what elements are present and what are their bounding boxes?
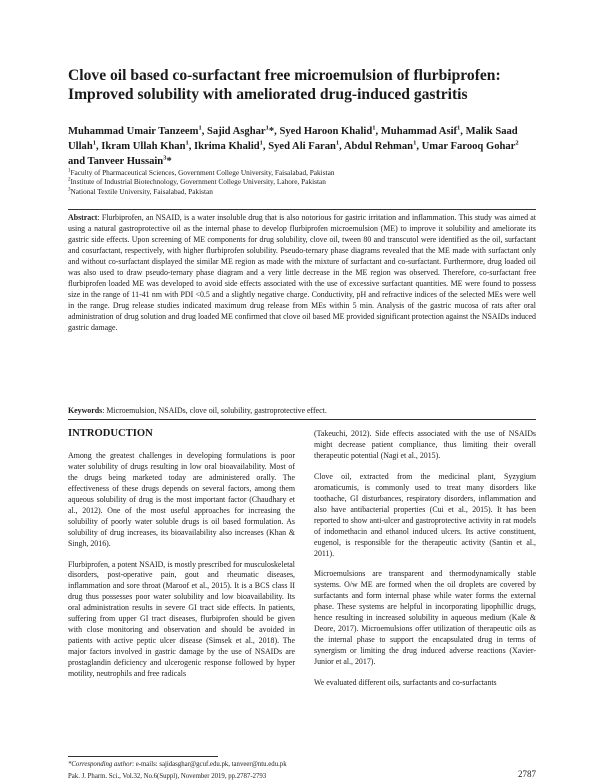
paragraph: Microemulsions are transparent and thermodynamically stable systems. O/w ME are formed when the oil droplets are covered by surfactants and form internal phase while water forms the external phase. These systems are helpful in incorporating lipophillic drugs, hence resulting in increased solubility in aqueous medium (Kale & Deore, 2017). Microemulsions offer utilization of therapeutic oils as the internal phase to support the encapsulated drug in terms of synergism or limiting the drug induced adverse reactions (Xavier-Junior et al., 2017). [314, 569, 536, 667]
affiliation: $^2$Institute of Industrial Biotechnology, Government College University, Lahore, Pakistan [68, 177, 326, 187]
author: Syed Haroon Khalid [279, 126, 373, 137]
author: Umar Farooq Gohar [421, 141, 516, 152]
affiliation-list [68, 168, 538, 196]
author: Abdul Rehman [343, 141, 414, 152]
author: Muhammad Umair Tanzeem [68, 126, 199, 137]
journal-citation: Pak. J. Pharm. Sci., Vol.32, No.6(Suppl), November 2019, pp.2787-2793 [68, 773, 267, 780]
author: Sajid Asghar [207, 126, 266, 137]
author: Ikrima Khalid [194, 141, 260, 152]
footnote-divider [68, 756, 218, 757]
author-list: Muhammad Umair Tanzeem$^1$, Sajid Asghar$^1$*, Syed Haroon Khalid$^1$, Muhammad Asif$^1$, Malik Saad Ullah$^1$, Ikram Ullah Khan$^1$, Ikrima Khalid$^1$, Syed Ali Faran$^1$, Abdul Rehman$^1$, Umar Farooq Gohar$^2$ and Tanveer Hussain$^3$* [68, 124, 519, 167]
divider [68, 209, 536, 210]
divider [68, 419, 536, 420]
affiliation: $^3$National Textile University, Faisalabad, Pakistan [68, 186, 213, 196]
keywords-label: Keywords [68, 406, 103, 415]
author: Malik Saad Ullah [68, 126, 518, 152]
author: Tanveer Hussain [87, 156, 164, 167]
corresponding-author-note: *Corresponding author: e-mails: sajidasghar@gcuf.edu.pk, tanveer@ntu.edu.pk [68, 761, 287, 768]
abstract-text: Flurbiprofen, an NSAID, is a water insoluble drug that is also notorious for gastric irritation and inflammation. This study was aimed at using a natural gastroprotective oil as the internal phase to develop flurbiprofen microemulsion (ME) to improve it solubility and ameliorate its gastric side effects. Upon screening of ME components for drug solubility, clove oil, tween 80 and transcutol were identified as the oil, surfactant and cosurfactant, respectively, with higher flurbiprofen solubility. Pseudo-ternary phase diagrams revealed that the ME made with surfactant only and without co-surfactant displayed the similar ME region as made with the mixture of surfactant and co-surfactant. Furthermore, drug loaded oil was also used to draw pseudo-ternary phase diagram and a very little decrease in the ME region was observed. Therefore, co-surfactant free flurbiprofen loaded ME was developed to avoid side effects associated with the use of excessive surfactant quantities. ME were found to possess size in the range of 11-41 nm with PDI <0.5 and a slightly negative charge. Conductivity, pH and refractive indices of the selected MEs were well in the range. Drug release studies indicated maximum drug release from MEs within 5 min. Analysis of the gastric mucosa of rats after oral administration of drug solution and drug loaded ME confirmed that clove oil based ME provided significant protection against the NSAIDs induced gastric damage. [68, 213, 536, 332]
section-heading: INTRODUCTION [68, 428, 153, 439]
author: Muhammad Asif [380, 126, 458, 137]
right-column [314, 429, 536, 699]
paragraph: Clove oil, extracted from the medicinal plant, Syzygium aromaticumis, is commonly used to treat many disorders like toothache, GI disturbances, respiratory disorders, inflammation and also have antibacterial properties (Cui et al., 2015). It has been reported to show anti-ulcer and gastroprotective activity in rat models of indomethacin and ethanol induced ulcers. Its active constituent, eugenol, is responsible for the therapeutic activity (Santin et al., 2011). [314, 471, 536, 558]
paragraph: (Takeuchi, 2012). Side effects associated with the use of NSAIDs might decrease patient compliance, thus limiting their overall therapeutic potential (Nagi et al., 2015). [314, 429, 536, 460]
left-column [68, 429, 295, 690]
paragraph: Flurbiprofen, a potent NSAID, is mostly prescribed for musculoskeletal disorders, post-operative pain, gout and rheumatic diseases, inflammation and sore throat (Maroof et al., 2015). It is a BCS class II drug thus possesses poor water solubility and low bioavailability. Its oral administration results in severe GI tract side effects. In patients, suffering from upper GI tract diseases, flurbiprofen should be given with close monitoring and observation and should be avoided in patients with active peptic ulcer disease (Simsek et al., 2018). The major factors involved in gastric damage by the use of NSAIDs are prostaglandin deficiency and ulcerogenic response followed by hyper motility, neutrophils and free radicals [68, 559, 295, 679]
author: Syed Ali Faran [268, 141, 336, 152]
page-number: 2787 [518, 769, 536, 779]
keywords: Keywords: Microemulsion, NSAIDs, clove oil, solubility, gastroprotective effect. [68, 406, 327, 415]
paragraph: We evaluated different oils, surfactants and co-surfactants [314, 678, 497, 688]
abstract: Abstract: Flurbiprofen, an NSAID, is a water insoluble drug that is also notorious for gastric irritation and inflammation. This study was aimed at using a natural gastroprotective oil as the internal phase to develop flurbiprofen microemulsion (ME) to improve it solubility and ameliorate its gastric side effects. Upon screening of ME components for drug solubility, clove oil, tween 80 and transcutol were identified as the oil, surfactant and cosurfactant, respectively, with higher flurbiprofen solubility. Pseudo-ternary phase diagrams revealed that the ME made with surfactant only and without co-surfactant displayed the similar ME region as made with the mixture of surfactant and co-surfactant. Furthermore, drug loaded oil was also used to draw pseudo-ternary phase diagram and a very little decrease in the ME region was observed. Therefore, co-surfactant free flurbiprofen loaded ME was developed to avoid side effects associated with the use of excessive surfactant quantities. ME were found to possess size in the range of 11-41 nm with PDI <0.5 and a slightly negative charge. Conductivity, pH and refractive indices of the selected MEs were well in the range. Drug release studies indicated maximum drug release from MEs within 5 min. Analysis of the gastric mucosa of rats after oral administration of drug solution and drug loaded ME confirmed that clove oil based ME provided significant protection against the NSAIDs induced gastric damage. [68, 213, 536, 332]
affiliation: $^1$Faculty of Pharmaceutical Sciences, Government College University, Faisalabad, Pakistan [68, 168, 335, 177]
paper-title: Clove oil based co-surfactant free microemulsion of flurbiprofen: Improved solubility with ameliorated drug-induced gastritis [68, 67, 501, 103]
paragraph: Among the greatest challenges in developing formulations is poor water solubility of drugs resulting in low oral bioavailability. Most of the drugs being marketed today are administered orally. The effectiveness of these drugs depends on several factors, among them aqueous solubility of drug is the most important factor (Chaudhary et al., 2012). One of the most useful approaches for increasing the solubility of poorly water soluble drugs is oil based formulation. As solubility of drug increases, its bioavailability also increases (Khan & Singh, 2016). [68, 450, 295, 548]
author: Ikram Ullah Khan [101, 141, 186, 152]
abstract-label: Abstract [68, 213, 98, 222]
keywords-text: Microemulsion, NSAIDs, clove oil, solubility, gastroprotective effect. [106, 406, 327, 415]
